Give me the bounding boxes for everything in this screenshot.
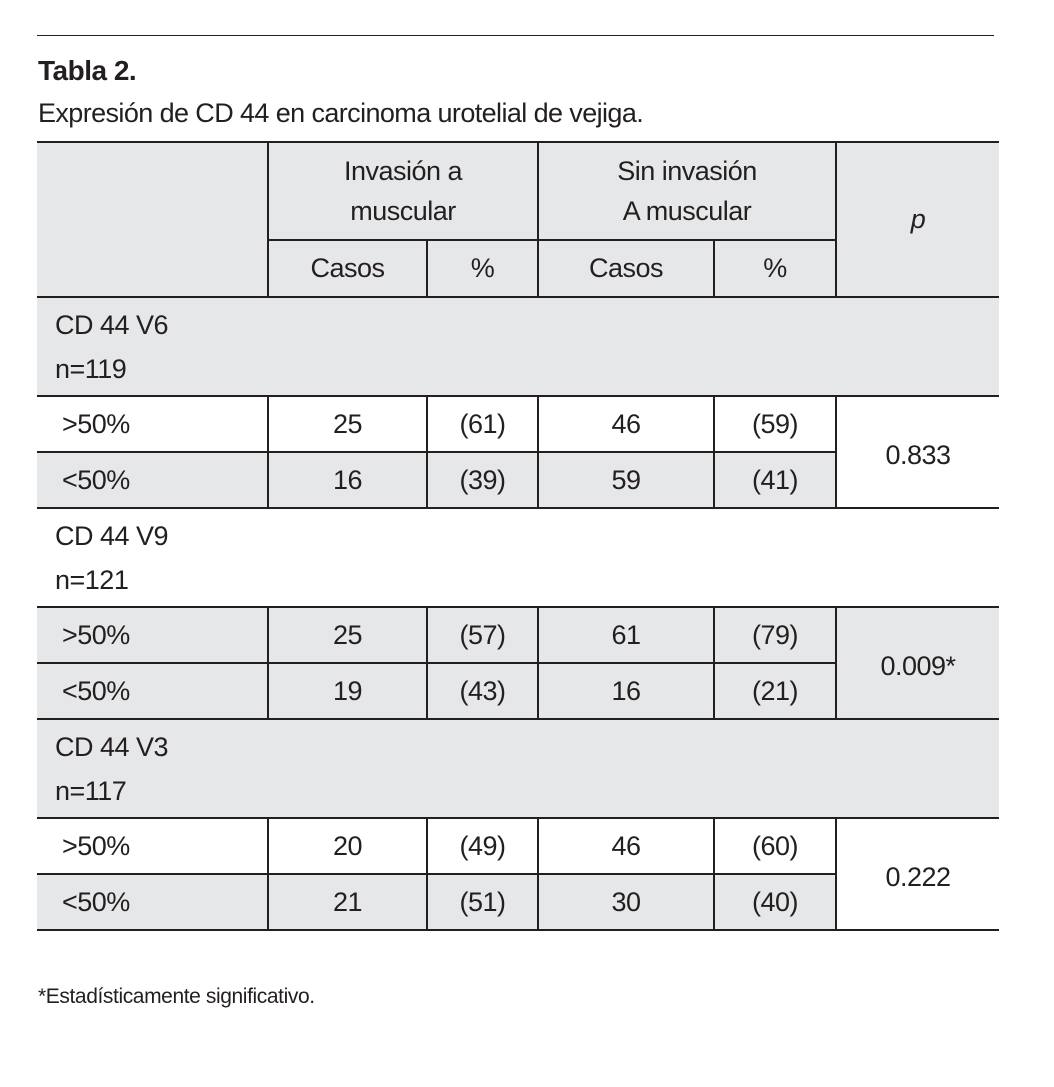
group-n: n=119 xyxy=(55,353,127,384)
no-invasion-percent: (79) xyxy=(714,607,836,663)
header-cases-2: Casos xyxy=(538,240,714,297)
footnote: *Estadísticamente significativo. xyxy=(38,985,315,1008)
group-row xyxy=(37,719,999,818)
header-empty-cell xyxy=(37,142,268,297)
no-invasion-percent: (21) xyxy=(714,663,836,719)
invasion-cases: 16 xyxy=(268,452,427,508)
no-invasion-percent: (40) xyxy=(714,874,836,930)
no-invasion-cases: 61 xyxy=(538,607,714,663)
row-label: >50% xyxy=(37,607,268,663)
header-percent-1: % xyxy=(427,240,538,297)
table-row xyxy=(37,607,999,663)
invasion-cases: 21 xyxy=(268,874,427,930)
invasion-percent: (57) xyxy=(427,607,538,663)
no-invasion-cases: 16 xyxy=(538,663,714,719)
header-invasion-line2: muscular xyxy=(350,196,456,226)
no-invasion-percent: (41) xyxy=(714,452,836,508)
header-row-groups xyxy=(37,142,999,240)
group-label-cell xyxy=(37,719,999,818)
row-label: <50% xyxy=(37,874,268,930)
header-invasion-group xyxy=(268,142,538,240)
header-percent-2: % xyxy=(714,240,836,297)
invasion-percent: (39) xyxy=(427,452,538,508)
row-label: >50% xyxy=(37,818,268,874)
invasion-percent: (51) xyxy=(427,874,538,930)
no-invasion-cases: 30 xyxy=(538,874,714,930)
group-n: n=121 xyxy=(55,564,129,595)
group-name: CD 44 V3 xyxy=(55,731,169,762)
invasion-cases: 25 xyxy=(268,396,427,452)
row-label: >50% xyxy=(37,396,268,452)
invasion-percent: (43) xyxy=(427,663,538,719)
group-n: n=117 xyxy=(55,775,127,806)
group-row xyxy=(37,297,999,396)
table-row xyxy=(37,396,999,452)
invasion-percent: (61) xyxy=(427,396,538,452)
row-label: <50% xyxy=(37,663,268,719)
header-invasion-line1: Invasión a xyxy=(343,156,463,186)
group-name: CD 44 V9 xyxy=(55,520,169,551)
p-value-cell: 0.222 xyxy=(836,818,999,930)
group-label-cell xyxy=(37,297,999,396)
header-p-value: p xyxy=(836,142,999,297)
table-caption: Expresión de CD 44 en carcinoma urotelial de vejiga. xyxy=(38,98,644,128)
invasion-cases: 19 xyxy=(268,663,427,719)
no-invasion-cases: 46 xyxy=(538,818,714,874)
data-table xyxy=(37,141,999,931)
no-invasion-cases: 59 xyxy=(538,452,714,508)
no-invasion-percent: (60) xyxy=(714,818,836,874)
p-value-cell: 0.009* xyxy=(836,607,999,719)
invasion-percent: (49) xyxy=(427,818,538,874)
invasion-cases: 20 xyxy=(268,818,427,874)
row-label: <50% xyxy=(37,452,268,508)
header-no-invasion-group xyxy=(538,142,836,240)
header-cases-1: Casos xyxy=(268,240,427,297)
table-row xyxy=(37,818,999,874)
top-rule xyxy=(37,35,994,36)
group-row xyxy=(37,508,999,607)
group-name: CD 44 V6 xyxy=(55,309,169,340)
p-value-cell: 0.833 xyxy=(836,396,999,508)
no-invasion-cases: 46 xyxy=(538,396,714,452)
table-title: Tabla 2. xyxy=(38,55,137,86)
header-no-invasion-line2: A muscular xyxy=(622,196,752,226)
invasion-cases: 25 xyxy=(268,607,427,663)
group-label-cell xyxy=(37,508,999,607)
header-no-invasion-line1: Sin invasión xyxy=(617,156,757,186)
no-invasion-percent: (59) xyxy=(714,396,836,452)
